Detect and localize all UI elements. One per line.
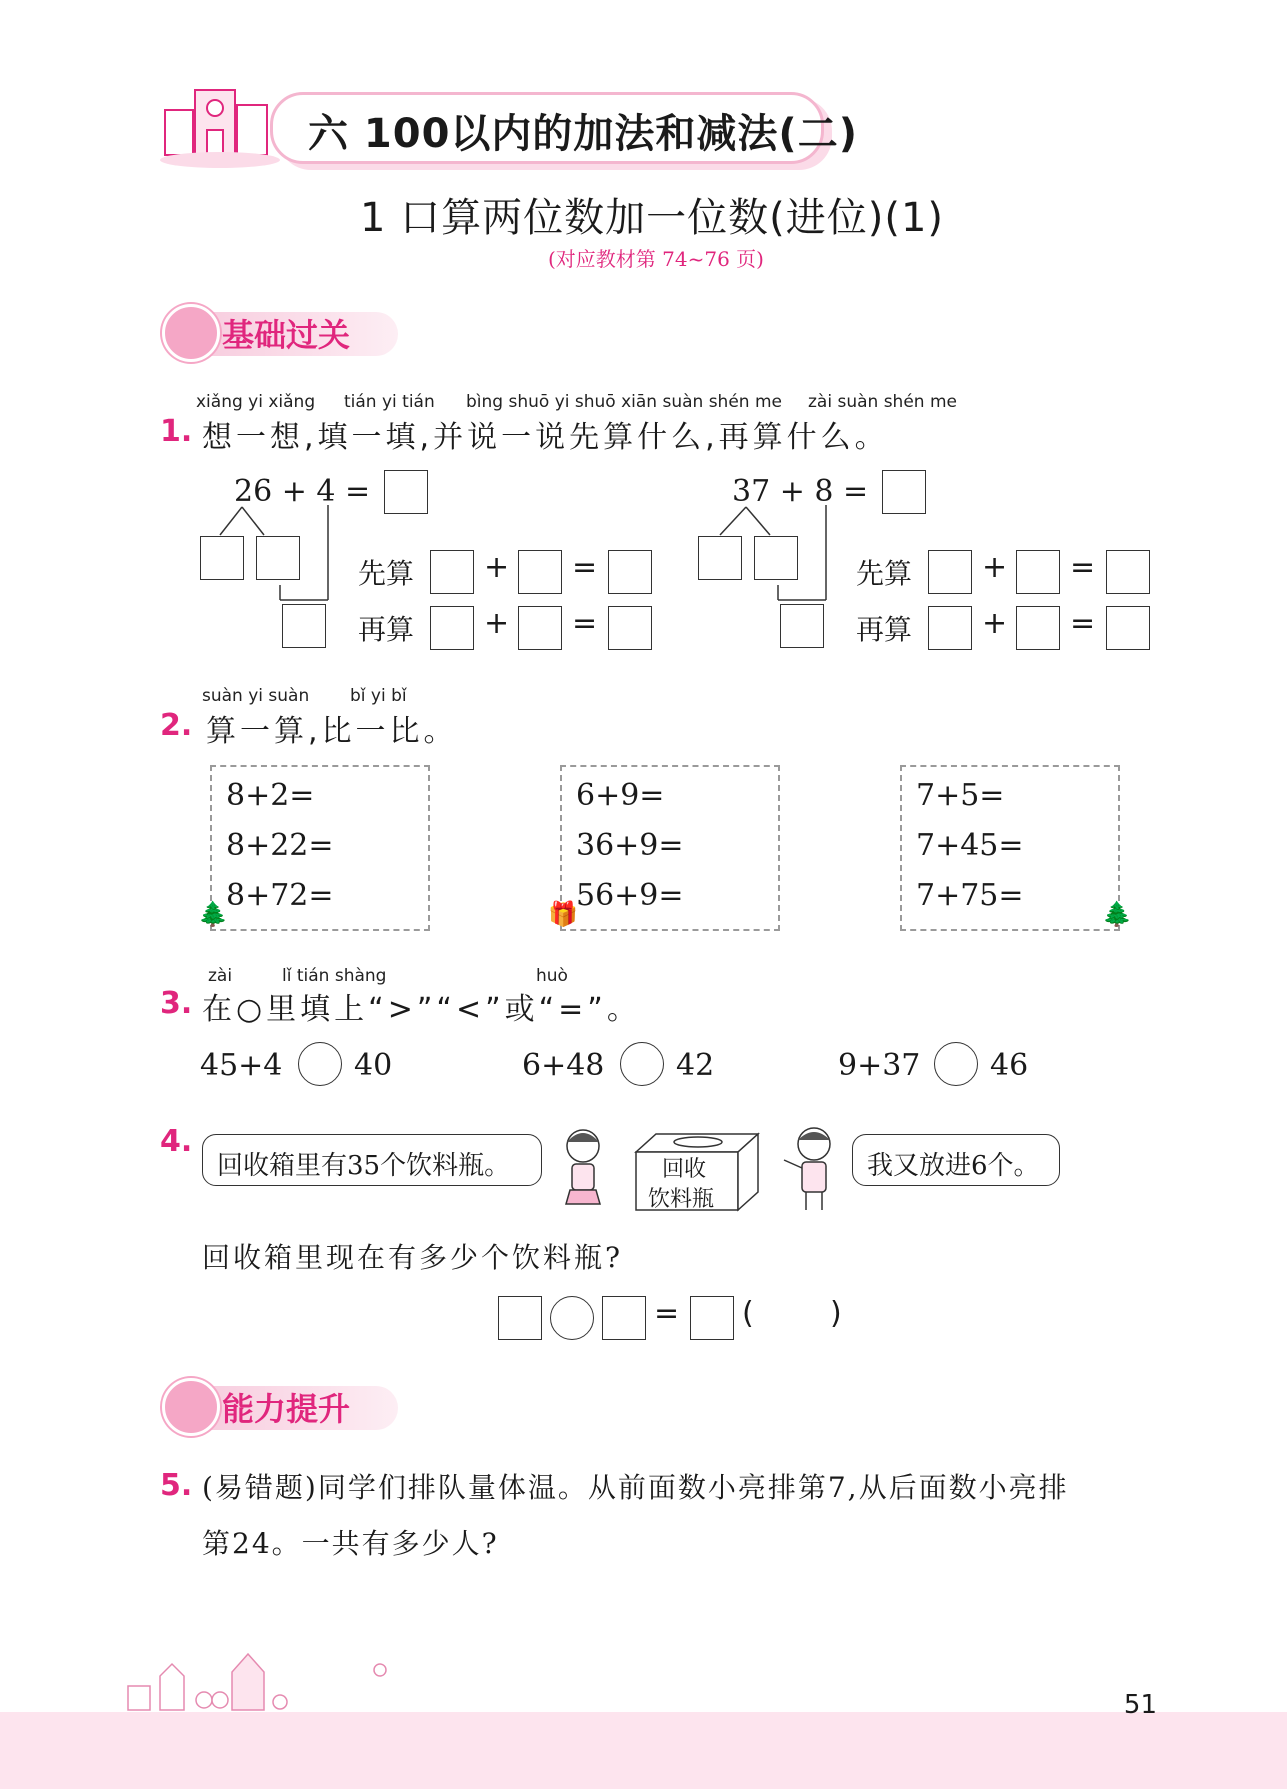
- q1-right-expression: 37 + 8 =: [732, 474, 869, 509]
- q4-speech-bubble-left: [202, 1134, 542, 1186]
- q1-right-then-box-b[interactable]: [1016, 606, 1060, 650]
- q2-g3-line-2: 7+45=: [916, 828, 1024, 863]
- q1-left-then-box-b[interactable]: [518, 606, 562, 650]
- grandpa-avatar-icon: [162, 1378, 220, 1436]
- q1-right-first-box-a[interactable]: [928, 550, 972, 594]
- section-title-advanced: 能力提升: [222, 1390, 351, 1428]
- q3-item-1-circle[interactable]: [298, 1042, 342, 1086]
- q2-g1-line-1: 8+2=: [226, 778, 315, 813]
- q1-pinyin-4: zài suàn shén me: [808, 392, 957, 412]
- section-title-basics: 基础过关: [222, 316, 351, 354]
- q1-left-first-box-b[interactable]: [518, 550, 562, 594]
- q2-text: 算一算,比一比。: [206, 714, 458, 749]
- q5-line-2: 第24。一共有多少人?: [202, 1527, 499, 1560]
- q1-right-then-equals: =: [1070, 606, 1096, 641]
- q4-equation-box-2[interactable]: [602, 1296, 646, 1340]
- q2-pinyin-2: bǐ yi bǐ: [350, 686, 407, 706]
- q1-left-first-equals: =: [572, 550, 598, 585]
- q1-right-first-box-b[interactable]: [1016, 550, 1060, 594]
- q2-g1-line-3: 8+72=: [226, 878, 334, 913]
- tree-icon: 🌲: [1102, 900, 1132, 928]
- town-illustration: [120, 1646, 440, 1716]
- q4-unit-paren-open: (: [742, 1296, 754, 1331]
- q4-number: 4.: [160, 1124, 193, 1159]
- q3-pinyin-1: zài: [208, 966, 233, 986]
- chapter-building-illustration: [155, 70, 285, 170]
- q1-right-first-equals: =: [1070, 550, 1096, 585]
- q1-right-result-box[interactable]: [882, 470, 926, 514]
- q1-left-sum-box[interactable]: [282, 604, 326, 648]
- q2-g2-line-3: 56+9=: [576, 878, 684, 913]
- q3-item-1-right: 40: [354, 1048, 393, 1083]
- q4-question: 回收箱里现在有多少个饮料瓶?: [202, 1241, 624, 1274]
- q1-right-split-box-2[interactable]: [754, 536, 798, 580]
- q1-right-first-box-c[interactable]: [1106, 550, 1150, 594]
- q1-left-then-box-c[interactable]: [608, 606, 652, 650]
- q1-right-sum-box[interactable]: [780, 604, 824, 648]
- q4-equation-equals: =: [654, 1296, 680, 1331]
- q3-item-2-right: 42: [676, 1048, 715, 1083]
- q3-pinyin-2: lǐ tián shàng: [282, 966, 387, 986]
- q1-left-split-box-1[interactable]: [200, 536, 244, 580]
- q4-bubble-right-text: 我又放进6个。: [867, 1151, 1040, 1181]
- q1-right-first-label: 先算: [856, 557, 913, 590]
- q3-number: 3.: [160, 986, 193, 1021]
- recycling-box-label-1: 回收: [662, 1157, 707, 1182]
- q2-g1-line-2: 8+22=: [226, 828, 334, 863]
- q1-left-first-box-a[interactable]: [430, 550, 474, 594]
- q4-unit-paren-close: ): [830, 1296, 842, 1331]
- q1-left-then-label: 再算: [358, 613, 415, 646]
- q1-left-first-label: 先算: [358, 557, 415, 590]
- q1-left-then-box-a[interactable]: [430, 606, 474, 650]
- q2-pinyin-1: suàn yi suàn: [202, 686, 310, 706]
- q1-pinyin-2: tián yi tián: [344, 392, 435, 412]
- q1-left-first-plus: +: [484, 550, 510, 585]
- footer-band: [0, 1712, 1287, 1789]
- q3-pinyin-3: huò: [536, 966, 568, 986]
- q1-left-split-box-2[interactable]: [256, 536, 300, 580]
- q1-left-result-box[interactable]: [384, 470, 428, 514]
- gift-icon: 🎁: [548, 900, 578, 928]
- q2-number: 2.: [160, 708, 193, 743]
- q1-text: 想一想,填一填,并说一说先算什么,再算什么。: [202, 420, 889, 455]
- chapter-title: 六 100以内的加法和减法(二): [308, 111, 858, 157]
- q3-item-3-circle[interactable]: [934, 1042, 978, 1086]
- q2-g3-line-3: 7+75=: [916, 878, 1024, 913]
- q4-equation-answer-box[interactable]: [690, 1296, 734, 1340]
- girl-character-icon: [548, 1124, 618, 1214]
- q2-g3-line-1: 7+5=: [916, 778, 1005, 813]
- q1-pinyin-1: xiǎng yi xiǎng: [196, 392, 316, 412]
- q2-g2-line-2: 36+9=: [576, 828, 684, 863]
- q1-number: 1.: [160, 414, 193, 449]
- q4-speech-bubble-right: [852, 1134, 1060, 1186]
- q1-left-then-equals: =: [572, 606, 598, 641]
- q3-item-1-left: 45+4: [200, 1048, 283, 1083]
- q1-left-then-plus: +: [484, 606, 510, 641]
- q3-item-3-right: 46: [990, 1048, 1029, 1083]
- q5-line-1: (易错题)同学们排队量体温。从前面数小亮排第7,从后面数小亮排: [202, 1471, 1069, 1504]
- q4-equation-box-1[interactable]: [498, 1296, 542, 1340]
- q1-right-first-plus: +: [982, 550, 1008, 585]
- q1-right-then-plus: +: [982, 606, 1008, 641]
- q5-number: 5.: [160, 1468, 193, 1503]
- q1-left-expression: 26 + 4 =: [234, 474, 371, 509]
- q1-right-then-box-c[interactable]: [1106, 606, 1150, 650]
- q4-unit-blank[interactable]: [760, 1296, 830, 1340]
- lesson-title: 1 口算两位数加一位数(进位)(1): [360, 195, 945, 241]
- page-number: 51: [1123, 1690, 1157, 1720]
- lesson-reference: (对应教材第 74~76 页): [548, 247, 764, 271]
- recycling-box-label-2: 饮料瓶: [648, 1187, 715, 1212]
- q3-item-3-left: 9+37: [838, 1048, 921, 1083]
- q3-item-2-left: 6+48: [522, 1048, 605, 1083]
- q4-equation-operator-circle[interactable]: [550, 1296, 594, 1340]
- q3-text: 在○里填上“>”“<”或“=”。: [202, 992, 641, 1027]
- q1-right-then-box-a[interactable]: [928, 606, 972, 650]
- q2-g2-line-1: 6+9=: [576, 778, 665, 813]
- q1-right-split-box-1[interactable]: [698, 536, 742, 580]
- q1-pinyin-3: bìng shuō yi shuō xiān suàn shén me: [466, 392, 782, 412]
- q4-bubble-left-text: 回收箱里有35个饮料瓶。: [217, 1151, 511, 1181]
- q3-item-2-circle[interactable]: [620, 1042, 664, 1086]
- girl-avatar-icon: [162, 304, 220, 362]
- boy-character-icon: [776, 1120, 846, 1214]
- q1-right-then-label: 再算: [856, 613, 913, 646]
- q1-left-first-box-c[interactable]: [608, 550, 652, 594]
- tree-icon: 🌲: [198, 900, 228, 928]
